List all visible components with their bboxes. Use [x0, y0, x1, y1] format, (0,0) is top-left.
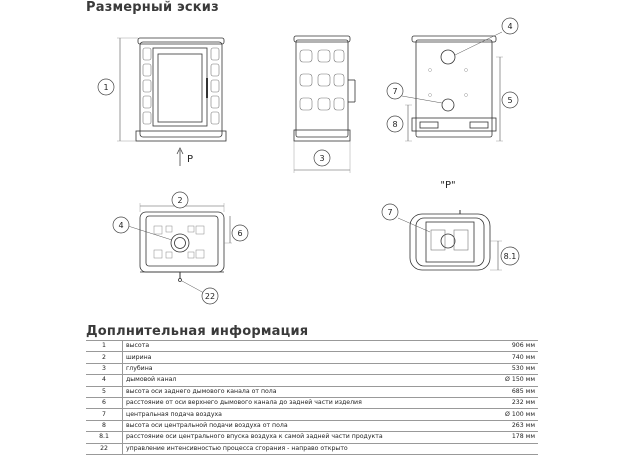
arrow-p-label: P	[186, 154, 194, 165]
additional-info-heading: Доплнительная информация	[86, 324, 309, 339]
row-number: 8.1	[86, 432, 123, 443]
sketch-heading: Размерный эскиз	[86, 0, 219, 15]
table-row	[86, 341, 538, 352]
table-row	[86, 386, 538, 397]
row-number: 3	[86, 363, 123, 374]
row-description: расстояние оси центрального впуска воздуха к самой задней части продукта	[123, 432, 493, 443]
callout-2-label: 2	[177, 196, 183, 205]
callout-4b-label: 4	[507, 22, 513, 31]
callout-4a-label: 4	[118, 221, 124, 230]
front-view	[117, 38, 226, 166]
callout-22-label: 22	[204, 292, 216, 301]
row-description: высота	[123, 341, 493, 352]
view-p	[398, 210, 502, 270]
table-row	[86, 375, 538, 386]
row-value: Ø 150 мм	[492, 375, 538, 386]
row-description: глубина	[123, 363, 493, 374]
row-value: 263 мм	[492, 420, 538, 431]
back-view	[402, 32, 503, 141]
row-description: центральная подача воздуха	[123, 409, 493, 420]
row-value: 740 мм	[492, 352, 538, 363]
row-number: 22	[86, 443, 123, 454]
callout-7a-label: 7	[392, 87, 398, 96]
row-number: 5	[86, 386, 123, 397]
row-description: высота оси центральной подачи воздуха от пола	[123, 420, 493, 431]
row-value: 232 мм	[492, 397, 538, 408]
table-row	[86, 409, 538, 420]
row-value: Ø 100 мм	[492, 409, 538, 420]
callout-8-label: 8	[392, 120, 398, 129]
row-description: высота оси заднего дымового канала от пола	[123, 386, 493, 397]
table-row	[86, 432, 538, 443]
row-number: 4	[86, 375, 123, 386]
callout-6-label: 6	[237, 229, 243, 238]
row-value: 685 мм	[492, 386, 538, 397]
table-row	[86, 443, 538, 454]
row-number: 1	[86, 341, 123, 352]
row-value	[492, 443, 538, 454]
top-view	[128, 203, 232, 293]
row-value: 530 мм	[492, 363, 538, 374]
row-number: 7	[86, 409, 123, 420]
table-row	[86, 352, 538, 363]
table-row	[86, 397, 538, 408]
table-row	[86, 363, 538, 374]
row-number: 2	[86, 352, 123, 363]
callout-3-label: 3	[319, 154, 325, 163]
view-p-label: "P"	[440, 180, 456, 191]
row-value: 906 мм	[492, 341, 538, 352]
row-number: 6	[86, 397, 123, 408]
callout-7b-label: 7	[387, 208, 393, 217]
row-description: управление интенсивностью процесса сгорания - направо открыто	[123, 443, 493, 454]
spec-table	[86, 340, 538, 455]
row-number: 8	[86, 420, 123, 431]
callout-5-label: 5	[507, 96, 513, 105]
callout-1-label: 1	[103, 83, 109, 92]
row-description: ширина	[123, 352, 493, 363]
row-value: 178 мм	[492, 432, 538, 443]
row-description: дымовой канал	[123, 375, 493, 386]
row-description: расстояние от оси верхнего дымового канала до задней части изделия	[123, 397, 493, 408]
table-row	[86, 420, 538, 431]
callout-8-1-label: 8.1	[503, 252, 517, 261]
